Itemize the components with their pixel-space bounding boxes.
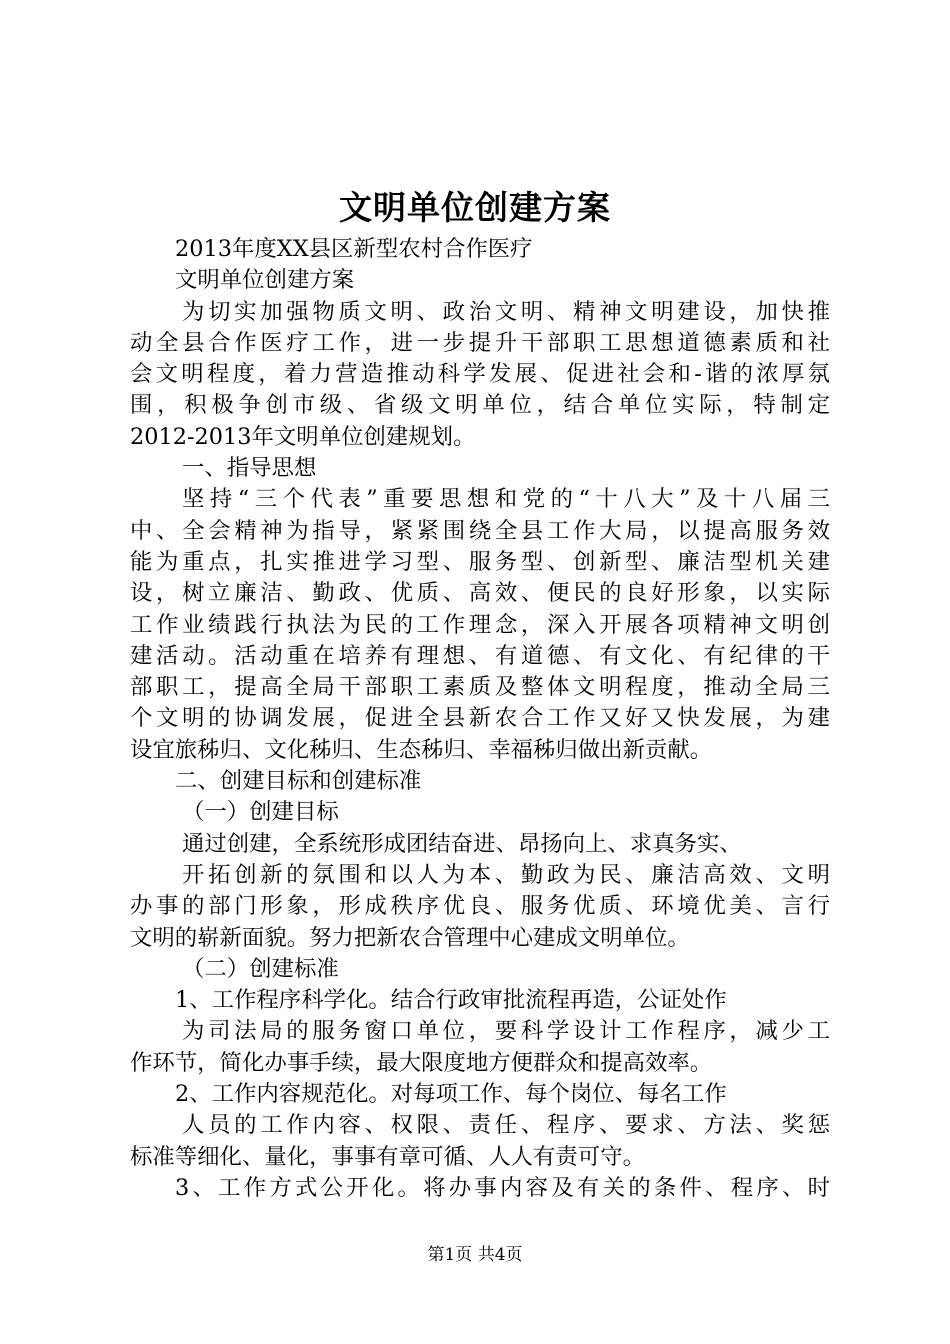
text-line: 设宜旅秭归、文化秭归、生态秭归、幸福秭归做出新贡献。 xyxy=(130,736,713,763)
text-line: 部职工，提高全局干部职工素质及整体文明程度，推动全局三 xyxy=(130,674,830,701)
text-line: 文明单位创建方案 xyxy=(175,267,355,294)
text-line: 2、工作内容规范化。对每项工作、每个岗位、每名工作 xyxy=(175,1081,727,1108)
text-line: 作环节，简化办事手续，最大限度地方便群众和提高效率。 xyxy=(130,1049,713,1076)
text-line: 工作业绩践行执法为民的工作理念，深入开展各项精神文明创 xyxy=(130,611,830,638)
text-line: 坚持“三个代表”重要思想和党的“十八大”及十八届三 xyxy=(182,486,830,513)
text-line: 2012-2013年文明单位创建规划。 xyxy=(130,423,476,450)
text-line: 个文明的协调发展，促进全县新农合工作又好又快发展，为建 xyxy=(130,705,830,732)
text-line: 设，树立廉洁、勤政、优质、高效、便民的良好形象，以实际 xyxy=(130,580,830,607)
text-line: 为司法局的服务窗口单位，要科学设计工作程序，减少工 xyxy=(182,1018,830,1045)
text-line: （一）创建目标 xyxy=(182,799,339,826)
page-footer: 第1页 共4页 xyxy=(427,1245,523,1265)
text-line: 中、全会精神为指导，紧紧围绕全县工作大局，以提高服务效 xyxy=(130,517,830,544)
document-title: 文明单位创建方案 xyxy=(339,188,611,227)
text-line: 开拓创新的氛围和以人为本、勤政为民、廉洁高效、文明 xyxy=(182,861,830,888)
text-line: 二、创建目标和创建标准 xyxy=(175,768,422,795)
text-line: 3、工作方式公开化。将办事内容及有关的条件、程序、时 xyxy=(175,1174,830,1201)
text-line: 2013年度XX县区新型农村合作医疗 xyxy=(175,236,533,262)
text-line: 围，积极争创市级、省级文明单位，结合单位实际，特制定 xyxy=(130,392,830,419)
text-line: 办事的部门形象，形成秩序优良、服务优质、环境优美、言行 xyxy=(130,893,830,920)
text-line: 通过创建，全系统形成团结奋进、昂扬向上、求真务实、 xyxy=(182,830,742,857)
text-line: 1、工作程序科学化。结合行政审批流程再造，公证处作 xyxy=(175,987,727,1014)
text-line: 文明的崭新面貌。努力把新农合管理中心建成文明单位。 xyxy=(130,924,690,951)
document-body xyxy=(130,234,830,1204)
text-line: 为切实加强物质文明、政治文明、精神文明建设，加快推 xyxy=(182,298,830,325)
text-line: 人员的工作内容、权限、责任、程序、要求、方法、奖惩 xyxy=(182,1112,830,1139)
text-line: （二）创建标准 xyxy=(182,955,339,982)
text-line: 建活动。活动重在培养有理想、有道德、有文化、有纪律的干 xyxy=(130,642,830,669)
text-line: 标准等细化、量化，事事有章可循、人人有责可守。 xyxy=(130,1143,645,1170)
text-line: 会文明程度，着力营造推动科学发展、促进社会和-谐的浓厚氛 xyxy=(130,361,830,388)
text-line: 一、指导思想 xyxy=(182,455,317,482)
text-line: 能为重点，扎实推进学习型、服务型、创新型、廉洁型机关建 xyxy=(130,548,830,575)
text-line: 动全县合作医疗工作，进一步提升干部职工思想道德素质和社 xyxy=(130,329,830,356)
